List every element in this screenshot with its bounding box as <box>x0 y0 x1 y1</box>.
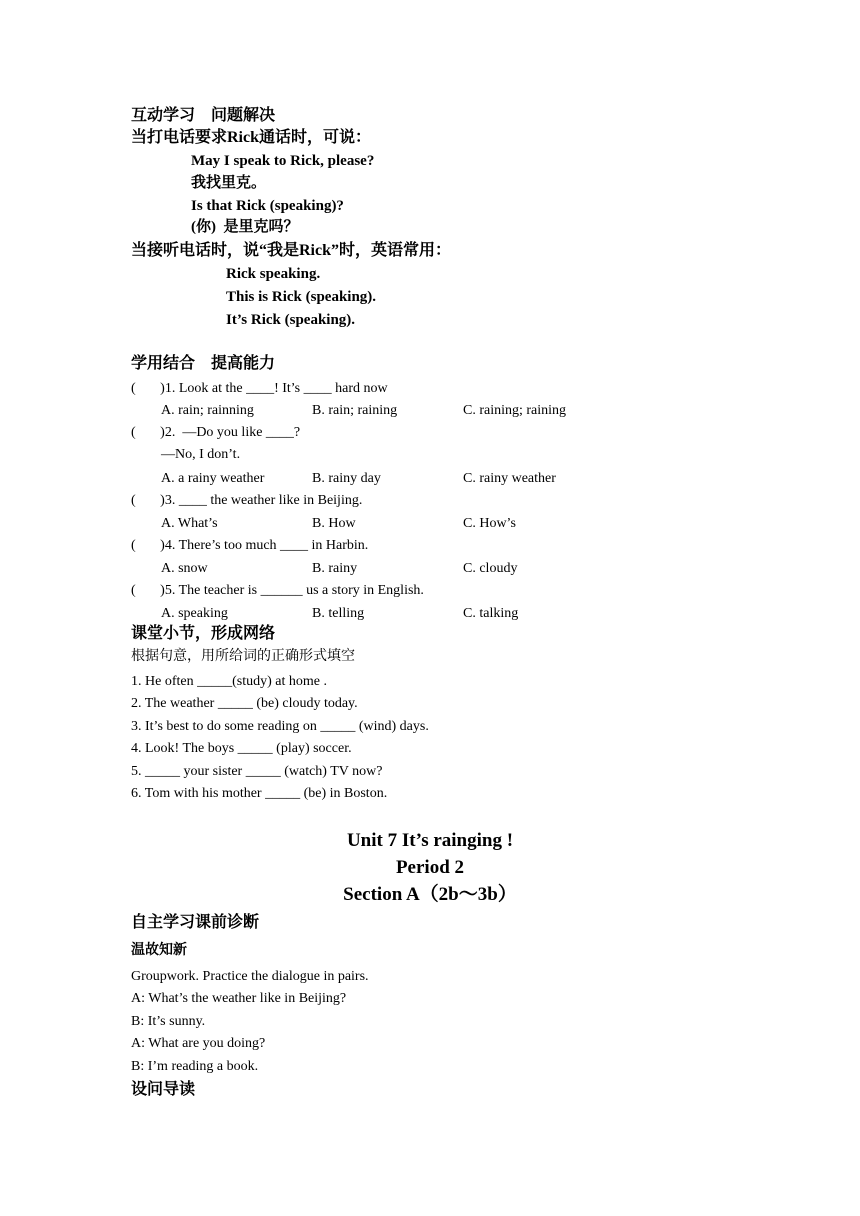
q1-option-a: A. rain; rainning <box>161 403 254 418</box>
unit-title: Unit 7 It’s rainging ! <box>346 830 514 851</box>
q5-option-a: A. speaking <box>161 606 228 621</box>
section-title-practice: 学用结合 提高能力 <box>131 355 276 372</box>
q4-option-b: B. rainy <box>312 561 358 576</box>
q4-option-c: C. cloudy <box>463 561 518 576</box>
q3-option-c: C. How’s <box>463 516 516 531</box>
q2-reply: —No, I don’t. <box>161 447 241 462</box>
q5-option-b: B. telling <box>312 606 365 621</box>
question-5: ( )5. The teacher is ______ us a story in English. <box>131 583 424 598</box>
q3-option-a: A. What’s <box>161 516 218 531</box>
section-title-self-study: 自主学习课前诊断 <box>131 914 260 931</box>
section-title-summary: 课堂小节，形成网络 <box>131 625 276 642</box>
phrase-its-rick: It’s Rick (speaking). <box>226 312 356 328</box>
dialogue-instruction: Groupwork. Practice the dialogue in pairs. <box>131 969 369 984</box>
q3-option-b: B. How <box>312 516 356 531</box>
phrase-translation-1: 我找里克。 <box>191 175 267 191</box>
question-2: ( )2. —Do you like ____? <box>131 425 301 440</box>
fill-item-4: 4. Look! The boys _____ (play) soccer. <box>131 741 352 756</box>
section-title-guided-reading: 设问导读 <box>131 1081 196 1098</box>
q4-option-a: A. snow <box>161 561 208 576</box>
fill-item-6: 6. Tom with his mother _____ (be) in Boston. <box>131 786 388 801</box>
q2-option-b: B. rainy day <box>312 471 381 486</box>
section-title-interactive: 互动学习 问题解决 <box>131 107 276 124</box>
q5-option-c: C. talking <box>463 606 519 621</box>
fill-item-5: 5. _____ your sister _____ (watch) TV now? <box>131 764 383 779</box>
dialogue-line-3: A: What are you doing? <box>131 1036 266 1051</box>
q2-option-a: A. a rainy weather <box>161 471 265 486</box>
phrase-rick-speaking: Rick speaking. <box>226 266 321 282</box>
fill-item-3: 3. It’s best to do some reading on _____ (wind) days. <box>131 719 429 734</box>
fill-item-2: 2. The weather _____ (be) cloudy today. <box>131 696 358 711</box>
fill-in-instruction: 根据句意，用所给词的正确形式填空 <box>131 649 355 664</box>
phrase-may-i-speak: May I speak to Rick, please? <box>191 153 375 169</box>
question-1: ( )1. Look at the ____! It’s ____ hard now <box>131 381 388 396</box>
fill-item-1: 1. He often _____(study) at home . <box>131 674 327 689</box>
phrase-this-is-rick: This is Rick (speaking). <box>226 289 377 305</box>
subheading-review: 温故知新 <box>131 943 187 958</box>
phone-intro-answer: 当接听电话时，说“我是Rick”时，英语常用： <box>131 242 452 259</box>
phrase-is-that-rick: Is that Rick (speaking)? <box>191 198 344 214</box>
q1-option-c: C. raining; raining <box>463 403 567 418</box>
dialogue-line-2: B: It’s sunny. <box>131 1014 206 1029</box>
phrase-translation-2: (你) 是里克吗？ <box>191 219 299 235</box>
dialogue-line-1: A: What’s the weather like in Beijing? <box>131 991 347 1006</box>
question-4: ( )4. There’s too much ____ in Harbin. <box>131 538 369 553</box>
dialogue-line-4: B: I’m reading a book. <box>131 1059 259 1074</box>
question-3: ( )3. ____ the weather like in Beijing. <box>131 493 363 508</box>
q2-option-c: C. rainy weather <box>463 471 556 486</box>
unit-period: Period 2 <box>395 857 465 878</box>
phone-intro-call: 当打电话要求Rick通话时，可说： <box>131 129 372 146</box>
q1-option-b: B. rain; raining <box>312 403 398 418</box>
unit-section: Section A（2b～3b） <box>343 884 517 905</box>
